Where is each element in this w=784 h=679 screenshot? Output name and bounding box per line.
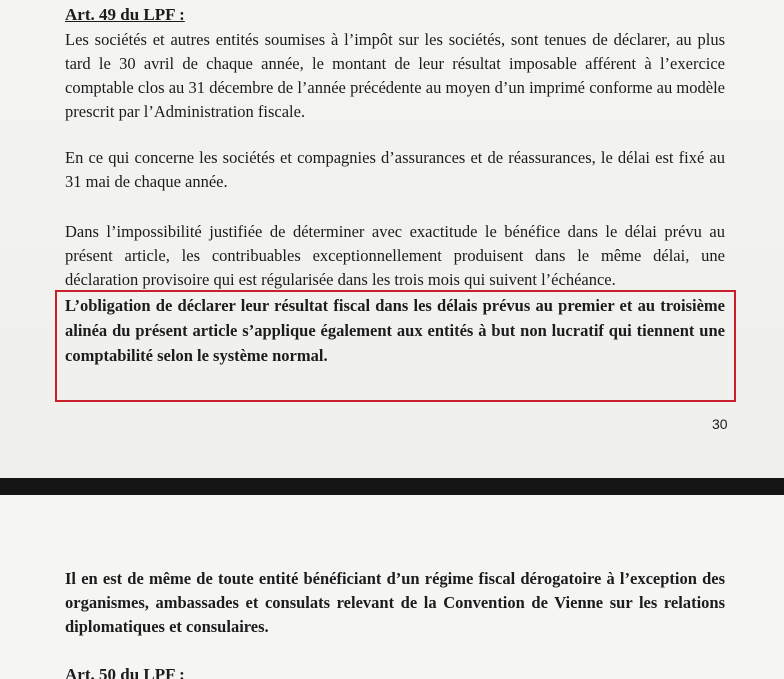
page-number: 30: [712, 416, 728, 432]
article-heading-49: Art. 49 du LPF :: [65, 5, 185, 24]
paragraph-declaration-deadline: Les sociétés et autres entités soumises à l’impôt sur les sociétés, sont tenues de déclarer, au plus tard le 30 avril de chaque année, le montant de leur résultat imposable afférent à l’exercice comptable clos au 31 décembre de l’année précédente au moyen d’un imprimé conforme au modèle prescrit par l’Administration fiscale.: [65, 30, 725, 121]
article-heading-50: Art. 50 du LPF :: [65, 665, 185, 679]
paragraph-non-profit-obligation: L’obligation de déclarer leur résultat fiscal dans les délais prévus au premier et au troisième alinéa du présent article s’applique également aux entités à but non lucratif qui tiennent une comptabilité selon le système normal.: [65, 296, 725, 365]
page-separator: [0, 478, 784, 495]
document-page-bottom: [0, 495, 784, 679]
paragraph-provisional-declaration: Dans l’impossibilité justifiée de déterminer avec exactitude le bénéfice dans le délai prévu au présent article, les contribuables exceptionnellement produisent dans le même délai, une déclaration provisoire qui est régularisée dans les trois mois qui suivent l’échéance.: [65, 222, 725, 289]
paragraph-insurance-deadline: En ce qui concerne les sociétés et compagnies d’assurances et de réassurances, le délai est fixé au 31 mai de chaque année.: [65, 148, 725, 191]
highlight-box: [55, 290, 736, 402]
paragraph-derogatory-regime: Il en est de même de toute entité bénéficiant d’un régime fiscal dérogatoire à l’exception des organismes, ambassades et consulats relevant de la Convention de Vienne sur les relations diplomatiques et consulaires.: [65, 569, 725, 636]
